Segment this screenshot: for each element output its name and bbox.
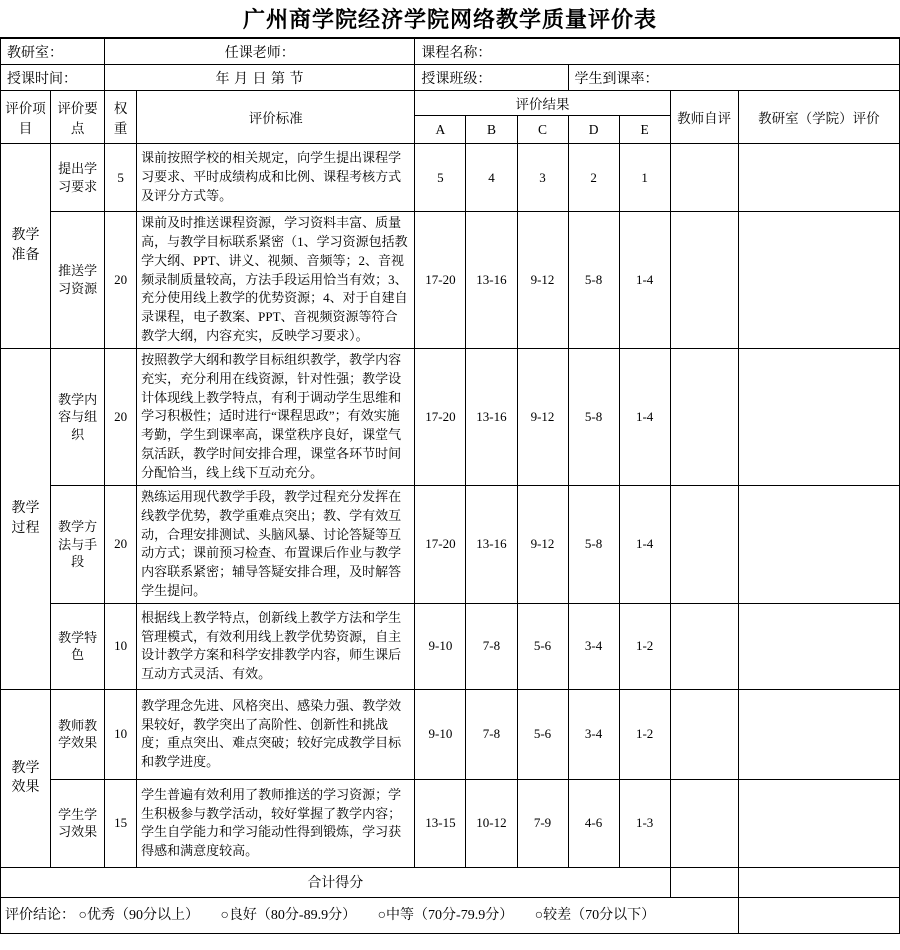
- header-grade-a: A: [415, 116, 466, 144]
- office-eval-cell[interactable]: [738, 779, 899, 867]
- group-label-preparation: 教学准备: [1, 144, 51, 349]
- course-label[interactable]: 课程名称：: [415, 39, 900, 65]
- criteria-text: 根据线上教学特点，创新线上教学方法和学生管理模式，有效利用线上教学优势资源，自主设计教学方案和科学安排教学内容，师生课后互动方式灵活、有效。: [137, 603, 415, 689]
- conclusion-option-medium[interactable]: ○中等（70分-79.9分）: [377, 907, 514, 923]
- total-office-value[interactable]: [738, 867, 899, 897]
- meta-row-2: [1, 65, 900, 91]
- score-a[interactable]: 17-20: [415, 348, 466, 485]
- total-self-value[interactable]: [670, 867, 738, 897]
- score-b[interactable]: 4: [466, 144, 517, 212]
- conclusion-label: 评价结论：: [5, 907, 75, 923]
- table-row: [1, 144, 900, 212]
- self-eval-cell[interactable]: [670, 348, 738, 485]
- self-eval-cell[interactable]: [670, 603, 738, 689]
- header-result: 评价结果: [415, 91, 670, 116]
- office-eval-cell[interactable]: [738, 603, 899, 689]
- office-eval-cell[interactable]: [738, 485, 899, 603]
- score-c[interactable]: 3: [517, 144, 568, 212]
- header-self-eval: 教师自评: [670, 91, 738, 144]
- score-e[interactable]: 1-4: [619, 485, 670, 603]
- score-e[interactable]: 1-3: [619, 779, 670, 867]
- score-d[interactable]: 3-4: [568, 689, 619, 779]
- page-title-bar: [0, 0, 900, 38]
- header-grade-e: E: [619, 116, 670, 144]
- point-label: 教学方法与手段: [51, 485, 105, 603]
- teacher-label[interactable]: 任课老师：: [105, 39, 415, 65]
- office-eval-cell[interactable]: [738, 212, 899, 349]
- score-c[interactable]: 5-6: [517, 689, 568, 779]
- table-row: [1, 212, 900, 349]
- score-b[interactable]: 13-16: [466, 485, 517, 603]
- header-weight: 权重: [105, 91, 137, 144]
- self-eval-cell[interactable]: [670, 144, 738, 212]
- score-e[interactable]: 1-4: [619, 212, 670, 349]
- score-c[interactable]: 9-12: [517, 485, 568, 603]
- score-e[interactable]: 1-4: [619, 348, 670, 485]
- score-d[interactable]: 2: [568, 144, 619, 212]
- weight-value: 20: [105, 485, 137, 603]
- evaluation-table: [0, 38, 900, 934]
- self-eval-cell[interactable]: [670, 485, 738, 603]
- time-value[interactable]: 年 月 日 第 节: [105, 65, 415, 91]
- table-row: [1, 779, 900, 867]
- weight-value: 10: [105, 603, 137, 689]
- weight-value: 20: [105, 348, 137, 485]
- criteria-text: 课前按照学校的相关规定，向学生提出课程学习要求、平时成绩构成和比例、课程考核方式及评分方式等。: [137, 144, 415, 212]
- score-c[interactable]: 9-12: [517, 212, 568, 349]
- score-c[interactable]: 9-12: [517, 348, 568, 485]
- point-label: 推送学习资源: [51, 212, 105, 349]
- table-row: [1, 603, 900, 689]
- total-label: 合计得分: [1, 867, 671, 897]
- score-b[interactable]: 7-8: [466, 603, 517, 689]
- header-point: 评价要点: [51, 91, 105, 144]
- point-label: 教学特色: [51, 603, 105, 689]
- score-a[interactable]: 13-15: [415, 779, 466, 867]
- point-label: 教师教学效果: [51, 689, 105, 779]
- score-a[interactable]: 5: [415, 144, 466, 212]
- header-grade-d: D: [568, 116, 619, 144]
- score-e[interactable]: 1-2: [619, 689, 670, 779]
- class-label[interactable]: 授课班级：: [415, 65, 568, 91]
- score-a[interactable]: 17-20: [415, 212, 466, 349]
- attendance-label[interactable]: 学生到课率：: [568, 65, 899, 91]
- conclusion-row: [1, 897, 900, 933]
- point-label: 学生学习效果: [51, 779, 105, 867]
- office-eval-cell[interactable]: [738, 348, 899, 485]
- score-d[interactable]: 5-8: [568, 485, 619, 603]
- score-d[interactable]: 3-4: [568, 603, 619, 689]
- score-b[interactable]: 13-16: [466, 348, 517, 485]
- conclusion-cell: [1, 897, 739, 933]
- criteria-text: 学生普遍有效利用了教师推送的学习资源；学生积极参与教学活动，较好掌握了教学内容；学生自学能力和学习能动性得到锻炼，学习获得感和满意度较高。: [137, 779, 415, 867]
- header-grade-b: B: [466, 116, 517, 144]
- office-label: 教研室：: [1, 39, 105, 65]
- weight-value: 5: [105, 144, 137, 212]
- header-criteria: 评价标准: [137, 91, 415, 144]
- score-e[interactable]: 1: [619, 144, 670, 212]
- header-grade-c: C: [517, 116, 568, 144]
- time-label: 授课时间：: [1, 65, 105, 91]
- criteria-text: 课前及时推送课程资源，学习资料丰富、质量高，与教学目标联系紧密（1、学习资源包括教学大纲、PPT、讲义、视频、音频等；2、音视频录制质量较高，方法手段运用恰当有效；3、充分使用线上教学的优势资源；4、对于自建自录课程，电子教案、PPT、音视频资源等符合教学大纲，内容充实，反映学习要求）。: [137, 212, 415, 349]
- table-row: [1, 689, 900, 779]
- criteria-text: 教学理念先进、风格突出、感染力强、教学效果较好，教学突出了高阶性、创新性和挑战度；重点突出、难点突破；较好完成教学目标和教学进度。: [137, 689, 415, 779]
- meta-row-1: [1, 39, 900, 65]
- score-e[interactable]: 1-2: [619, 603, 670, 689]
- group-label-effect: 教学效果: [1, 689, 51, 867]
- score-a[interactable]: 9-10: [415, 689, 466, 779]
- table-header-row-1: [1, 91, 900, 116]
- score-d[interactable]: 5-8: [568, 212, 619, 349]
- weight-value: 10: [105, 689, 137, 779]
- score-a[interactable]: 17-20: [415, 485, 466, 603]
- conclusion-option-poor[interactable]: ○较差（70分以下）: [534, 907, 656, 923]
- group-label-process: 教学过程: [1, 348, 51, 689]
- table-row: [1, 485, 900, 603]
- table-row: [1, 348, 900, 485]
- office-eval-cell[interactable]: [738, 144, 899, 212]
- self-eval-cell[interactable]: [670, 779, 738, 867]
- score-d[interactable]: 4-6: [568, 779, 619, 867]
- score-b[interactable]: 13-16: [466, 212, 517, 349]
- office-eval-cell[interactable]: [738, 689, 899, 779]
- conclusion-option-excellent[interactable]: ○优秀（90分以上）: [78, 907, 199, 923]
- criteria-text: 熟练运用现代教学手段，教学过程充分发挥在线教学优势，教学重难点突出；教、学有效互动，合理安排测试、头脑风暴、讨论答疑等互动方式；课前预习检查、布置课后作业与教学内容联系紧密；辅导答疑安排合理，及时解答学生提问。: [137, 485, 415, 603]
- score-c[interactable]: 5-6: [517, 603, 568, 689]
- self-eval-cell[interactable]: [670, 212, 738, 349]
- self-eval-cell[interactable]: [670, 689, 738, 779]
- total-row: [1, 867, 900, 897]
- conclusion-blank-cell[interactable]: [738, 897, 899, 933]
- score-b[interactable]: 10-12: [466, 779, 517, 867]
- criteria-text: 按照教学大纲和教学目标组织教学，教学内容充实，充分利用在线资源，针对性强；教学设计体现线上教学特点，有利于调动学生思维和学习积极性；适时进行“课程思政”；有效实施考勤，学生到课率高，课堂秩序良好，课堂气氛活跃，教学时间安排合理，课堂各环节时间分配恰当，线上线下互动充分。: [137, 348, 415, 485]
- conclusion-option-good[interactable]: ○良好（80分-89.9分）: [220, 907, 357, 923]
- score-b[interactable]: 7-8: [466, 689, 517, 779]
- header-item: 评价项目: [1, 91, 51, 144]
- header-office-eval: 教研室（学院）评价: [738, 91, 899, 144]
- weight-value: 20: [105, 212, 137, 349]
- page-title: 广州商学院经济学院网络教学质量评价表: [242, 7, 657, 32]
- weight-value: 15: [105, 779, 137, 867]
- point-label: 提出学习要求: [51, 144, 105, 212]
- score-c[interactable]: 7-9: [517, 779, 568, 867]
- score-a[interactable]: 9-10: [415, 603, 466, 689]
- score-d[interactable]: 5-8: [568, 348, 619, 485]
- point-label: 教学内容与组织: [51, 348, 105, 485]
